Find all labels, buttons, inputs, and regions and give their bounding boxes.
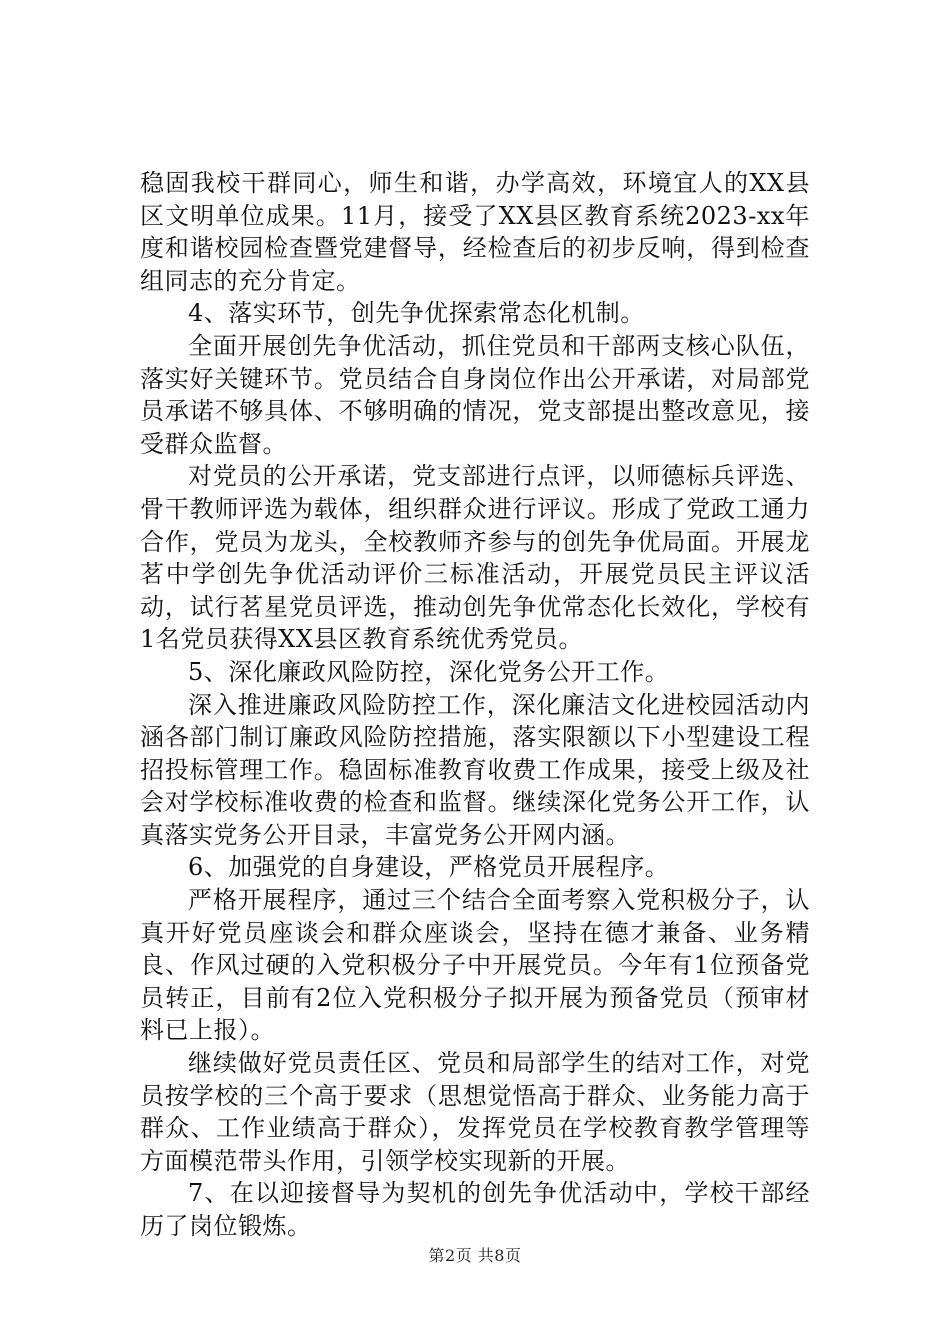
paragraph: 对党员的公开承诺，党支部进行点评，以师德标兵评选、骨干教师评选为载体，组织群众进行评议。形成了党政工通力合作，党员为龙头，全校教师齐参与的创先争优局面。开展龙茗中学创先争优活动评价三标准活动，开展党员民主评议活动，试行茗星党员评选，推动创先争优常态化长效化，学校有1名党员获得XX县区教育系统优秀党员。	[140, 462, 810, 654]
section-heading-6: 6、加强党的自身建设，严格党员开展程序。	[188, 853, 670, 882]
section-heading-5: 5、深化廉政风险防控，深化党务公开工作。	[188, 657, 670, 686]
paragraph: 全面开展创先争优活动，抓住党员和干部两支核心队伍，落实好关键环节。党员结合自身岗位作出公开承诺，对局部党员承诺不够具体、不够明确的情况，党支部提出整改意见，接受群众监督。	[140, 331, 810, 458]
paragraph-continuation: 稳固我校干群同心，师生和谐，办学高效，环境宜人的XX县区文明单位成果。11月，接受了XX县区教育系统2023-xx年度和谐校园检查暨党建督导，经检查后的初步反响，得到检查组同志的充分肯定。	[140, 169, 810, 295]
page-footer: 第2页 共8页	[428, 1246, 522, 1265]
paragraph: 深入推进廉政风险防控工作，深化廉洁文化进校园活动内涵各部门制订廉政风险防控措施，落实限额以下小型建设工程招投标管理工作。稳固标准教育收费工作成果，接受上级及社会对学校标准收费的检查和监督。继续深化党务公开工作，认真落实党务公开目录，丰富党务公开网内涵。	[140, 690, 810, 849]
section-heading-4: 4、落实环节，创先争优探索常态化机制。	[188, 299, 645, 328]
document-body	[140, 167, 810, 1243]
paragraph: 继续做好党员责任区、党员和局部学生的结对工作，对党员按学校的三个高于要求（思想觉悟高于群众、业务能力高于群众、工作业绩高于群众），发挥党员在学校教育教学管理等方面模范带头作用，引领学校实现新的开展。	[140, 1049, 810, 1175]
paragraph: 严格开展程序，通过三个结合全面考察入党积极分子，认真开好党员座谈会和群众座谈会，坚持在德才兼备、业务精良、作风过硬的入党积极分子中开展党员。今年有1位预备党员转正，目前有2位入党积极分子拟开展为预备党员（预审材料已上报）。	[140, 886, 810, 1045]
section-heading-7: 7、在以迎接督导为契机的创先争优活动中，学校干部经历了岗位锻炼。	[140, 1179, 810, 1240]
